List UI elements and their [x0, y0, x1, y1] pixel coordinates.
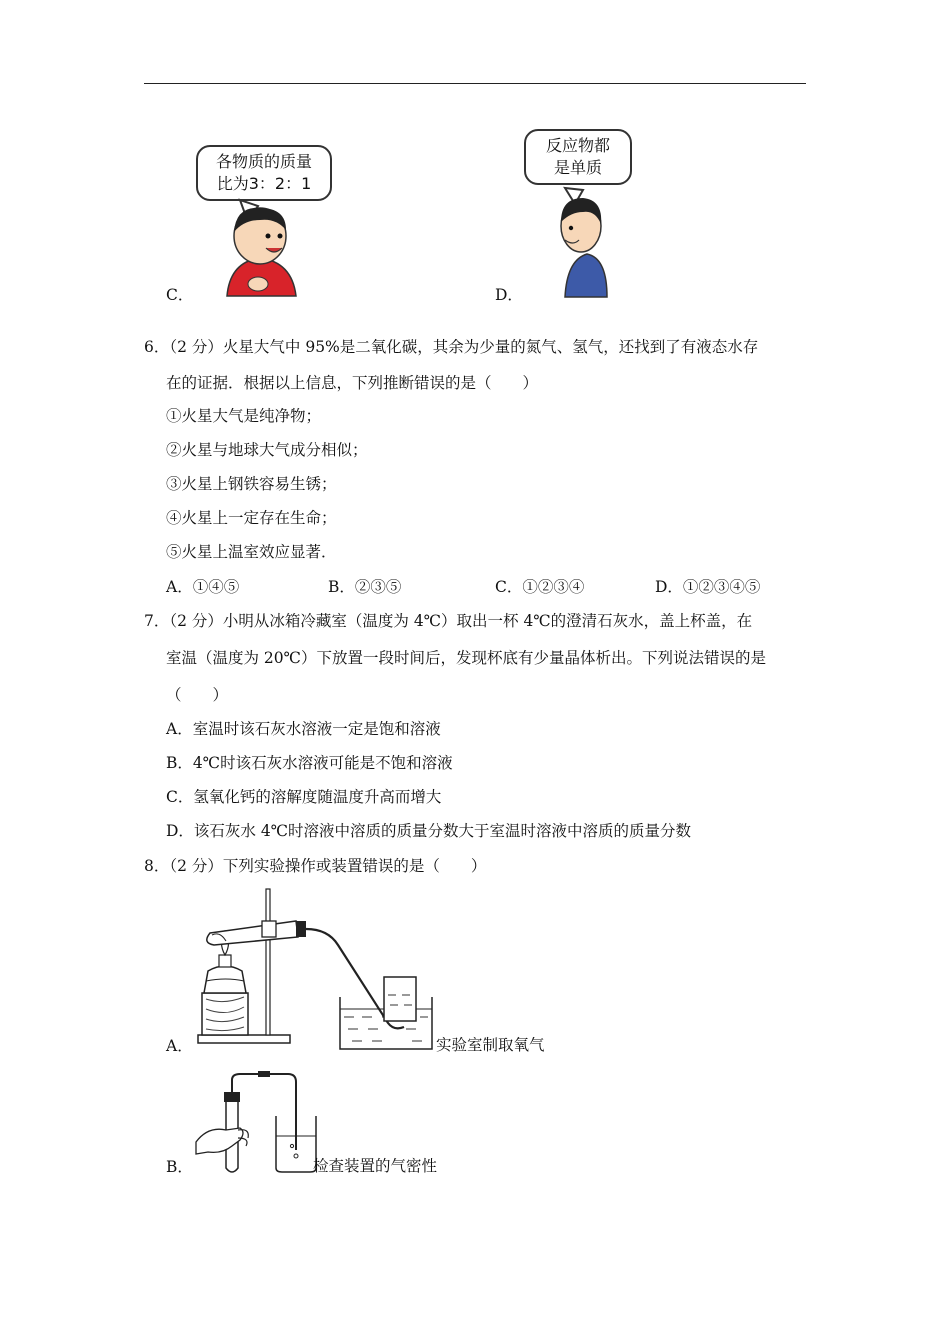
q7-choice-b: B．4℃时该石灰水溶液可能是不饱和溶液 [166, 754, 453, 772]
q8-b-caption: 检查装置的气密性 [313, 1157, 438, 1175]
q6-statement: ④火星上一定存在生命； [166, 509, 337, 527]
speech-line: 各物质的质量 [215, 152, 312, 171]
q7-stem-line3: （ ） [166, 686, 229, 704]
q6-choice-c: C．①②③④ [495, 578, 585, 596]
q7-stem-line2: 室温（温度为 20℃）下放置一段时间后，发现杯底有少量晶体析出。下列说法错误的是 [166, 649, 766, 667]
boy-cartoon-c [200, 192, 320, 302]
q8-a-caption: 实验室制取氧气 [436, 1036, 545, 1054]
option-d-label: D． [495, 286, 523, 304]
q6-statement: ⑤火星上温室效应显著． [166, 543, 337, 561]
q7-choice-a: A．室温时该石灰水溶液一定是饱和溶液 [166, 720, 441, 738]
speech-line: 反应物都 [545, 136, 610, 155]
airtightness-check-diagram [192, 1068, 322, 1178]
q7-choice-d: D．该石灰水 4℃时溶液中溶质的质量分数大于室温时溶液中溶质的质量分数 [166, 822, 692, 840]
speech-bubble-d [524, 129, 632, 185]
q6-choice-d: D．①②③④⑤ [655, 578, 761, 596]
header-rule [144, 83, 806, 84]
speech-line: 比为3：2：1 [216, 174, 312, 193]
option-c-label: C． [166, 286, 194, 304]
q6-stem-line2: 在的证据．根据以上信息，下列推断错误的是（ ） [166, 374, 539, 392]
q6-statement: ③火星上钢铁容易生锈； [166, 475, 337, 493]
q6-choice-a: A．①④⑤ [166, 578, 240, 596]
q8-a-label: A． [166, 1037, 193, 1055]
speech-line: 是单质 [553, 158, 602, 177]
q8-stem: 8．（2 分）下列实验操作或装置错误的是（ ） [144, 857, 487, 875]
q6-choice-b: B．②③⑤ [328, 578, 402, 596]
oxygen-apparatus-diagram [192, 885, 452, 1055]
q8-b-label: B． [166, 1158, 193, 1176]
q6-stem-line1: 6．（2 分）火星大气中 95%是二氧化碳，其余为少量的氮气、氢气，还找到了有液态水存 [144, 338, 759, 356]
boy-cartoon-d [535, 182, 625, 297]
q6-statement: ②火星与地球大气成分相似； [166, 441, 368, 459]
q7-choice-c: C．氢氧化钙的溶解度随温度升高而增大 [166, 788, 442, 806]
q7-stem-line1: 7．（2 分）小明从冰箱冷藏室（温度为 4℃）取出一杯 4℃的澄清石灰水，盖上杯盖，在 [144, 612, 753, 630]
q6-statement: ①火星大气是纯净物； [166, 407, 322, 425]
